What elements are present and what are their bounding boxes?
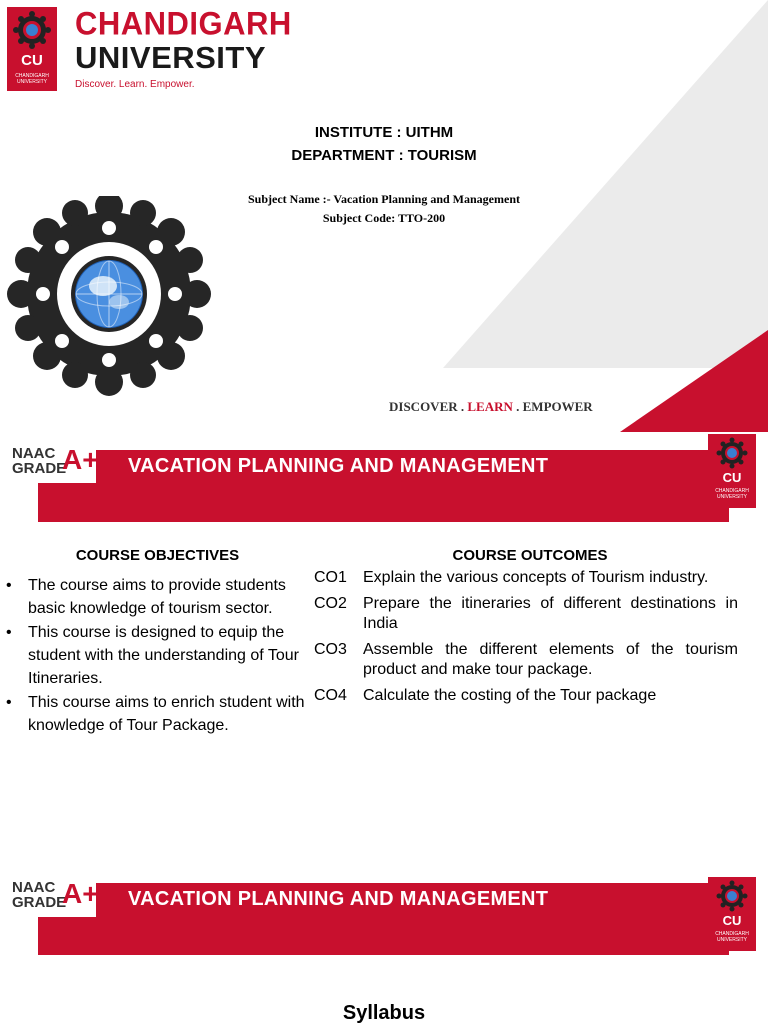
logo-caption: CHANDIGARH UNIVERSITY [715, 488, 749, 500]
syllabus-slide [0, 868, 768, 1024]
objective-text: The course aims to provide students basic knowledge of tourism sector. [28, 577, 286, 617]
bullet-icon: • [6, 577, 12, 594]
university-logo [7, 7, 57, 91]
brand-name-line2: UNIVERSITY [75, 40, 267, 75]
gear-globe-icon [708, 879, 756, 915]
objective-text: This course is designed to equip the student with the understanding of Tour Itineraries. [28, 624, 299, 687]
gear-globe-icon [7, 9, 57, 53]
title-slide [0, 0, 768, 432]
discover-learn-empower [389, 399, 593, 415]
outcome-text: Prepare the itineraries of different destinations in India [363, 595, 738, 632]
list-item [6, 691, 310, 737]
list-item [6, 621, 310, 690]
naac-grade-label: GRADE [12, 460, 67, 477]
naac-label: NAAC [12, 879, 56, 896]
logo-caption: CHANDIGARH UNIVERSITY [715, 931, 749, 943]
outcome-text: Explain the various concepts of Tourism industry. [363, 569, 709, 586]
naac-badge [8, 444, 99, 483]
list-item [6, 574, 310, 620]
subject-code: Subject Code: TTO-200 [322, 211, 446, 225]
university-logo [708, 877, 756, 951]
brand-name-line1: CHANDIGARH [75, 5, 292, 42]
department-heading: DEPARTMENT : TOURISM [291, 147, 477, 164]
objectives-heading: COURSE OBJECTIVES [75, 547, 240, 564]
syllabus-heading: Syllabus [342, 1002, 426, 1024]
bullet-icon: • [6, 624, 12, 641]
outcome-code: CO4 [314, 687, 347, 704]
outcome-row [314, 568, 738, 588]
tagline-learn: LEARN [467, 399, 513, 414]
university-logo [708, 434, 756, 508]
outcome-row [314, 686, 738, 706]
gear-globe-icon [708, 436, 756, 472]
outcome-text: Assemble the different elements of the tourism product and make tour package. [363, 641, 738, 678]
naac-label: NAAC [12, 445, 56, 462]
outcome-code: CO3 [314, 641, 347, 658]
logo-abbrev: CU [722, 470, 742, 485]
outcome-code: CO1 [314, 569, 347, 586]
tagline-discover: DISCOVER . [389, 399, 468, 414]
logo-caption: CHANDIGARH UNIVERSITY [15, 73, 49, 85]
gear-globe-icon [5, 196, 215, 396]
outcome-text: Calculate the costing of the Tour package [363, 687, 657, 704]
objective-text: This course aims to enrich student with knowledge of Tour Package. [28, 694, 305, 734]
outcome-row [314, 594, 738, 634]
objectives-list [6, 574, 310, 738]
naac-grade: A+ [62, 444, 99, 475]
outcomes-list [314, 568, 738, 712]
naac-badge [8, 878, 99, 917]
naac-grade: A+ [62, 878, 99, 909]
outcome-row [314, 640, 738, 680]
outcome-code: CO2 [314, 595, 347, 612]
slide-title: VACATION PLANNING AND MANAGEMENT [128, 455, 549, 477]
institute-heading: INSTITUTE : UITHM [314, 124, 454, 141]
subject-name: Subject Name :- Vacation Planning and Management [247, 192, 520, 206]
logo-abbrev: CU [722, 913, 742, 928]
tagline-empower: . EMPOWER [512, 399, 593, 414]
naac-grade-label: GRADE [12, 894, 67, 911]
outcomes-heading: COURSE OUTCOMES [452, 547, 608, 564]
logo-abbrev: CU [21, 52, 43, 69]
slide-title: VACATION PLANNING AND MANAGEMENT [128, 888, 549, 910]
bullet-icon: • [6, 694, 12, 711]
objectives-slide [0, 432, 768, 868]
brand-tagline: Discover. Learn. Empower. [75, 79, 195, 90]
